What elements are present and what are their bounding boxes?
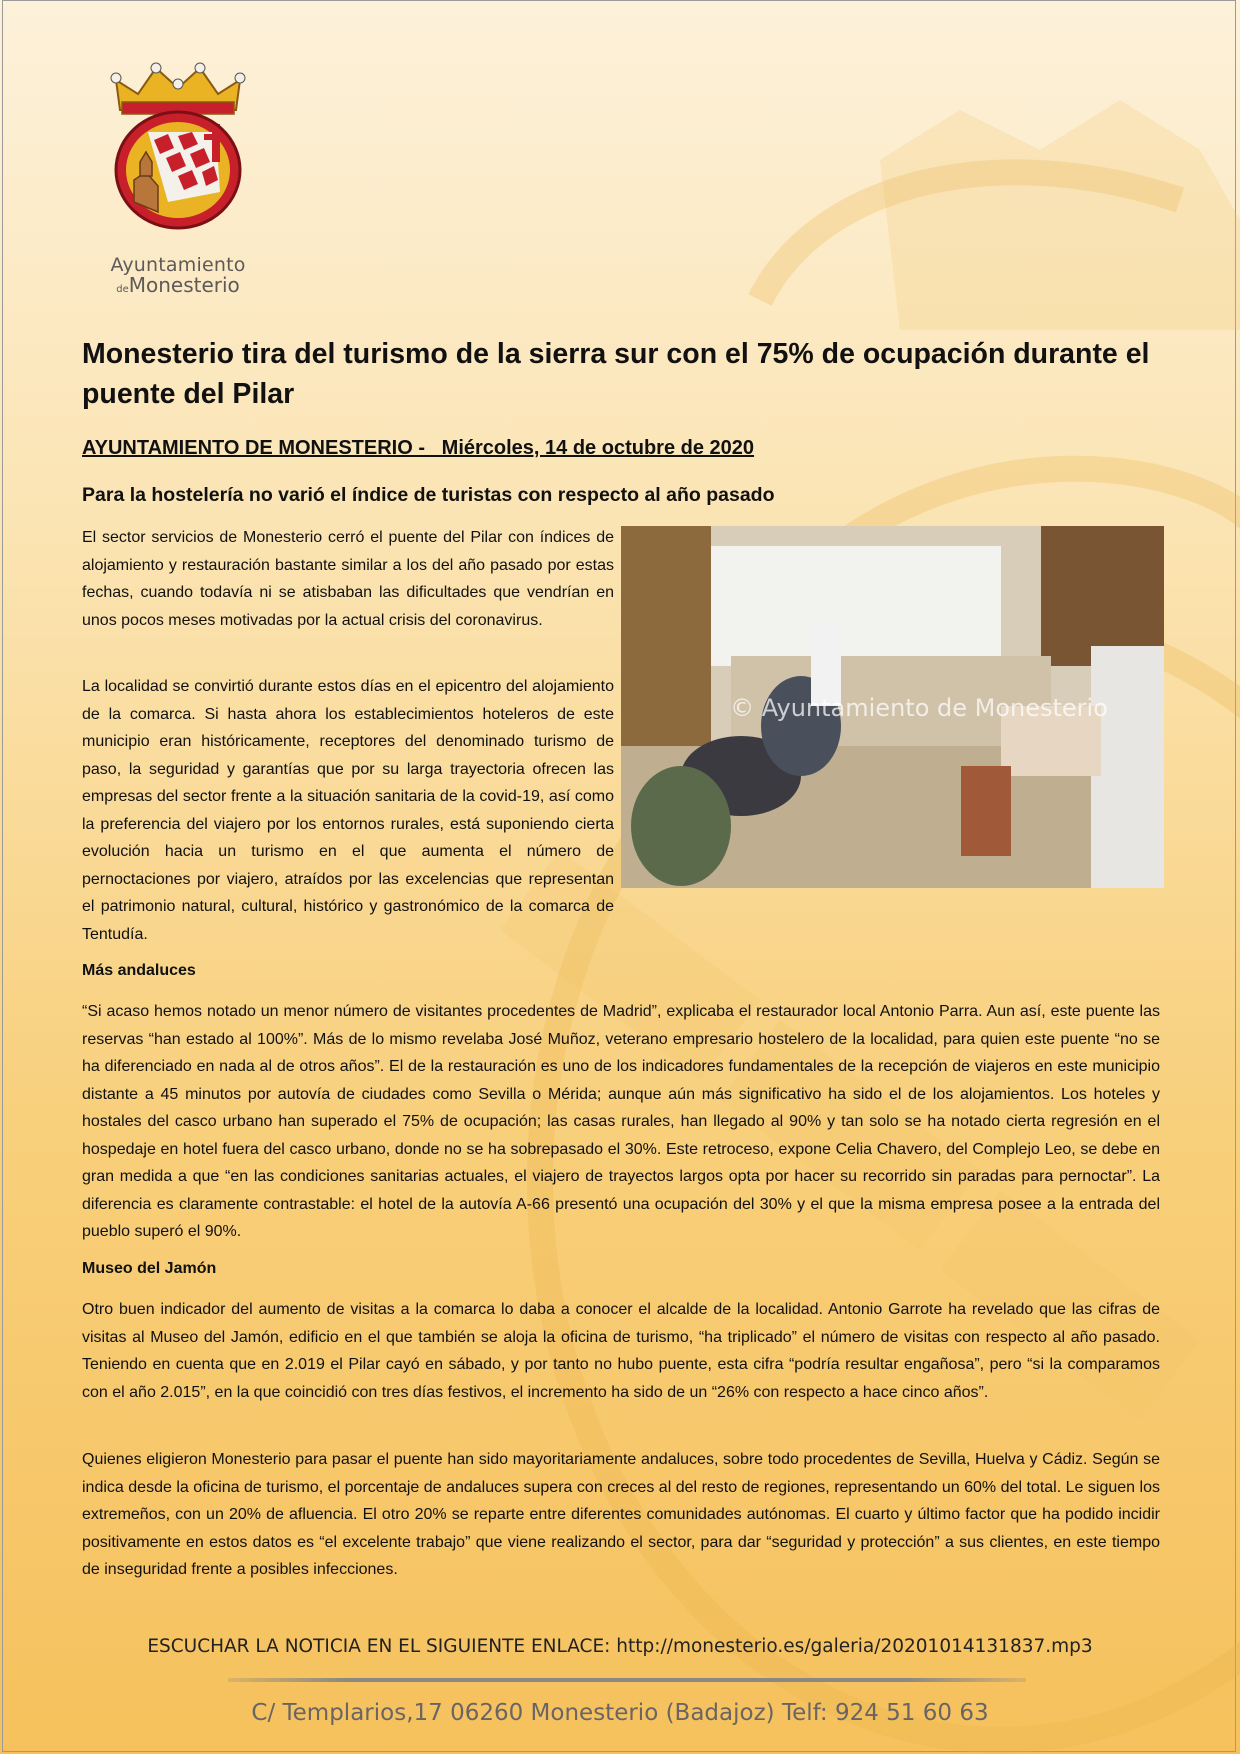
section2-paragraph-2: Quienes eligieron Monesterio para pasar el puente han sido mayoritariamente andaluces, sobre todo procedentes de Sevilla, Huelva y Cádiz. Según se indica desde la oficina de turismo, el porcentaje de andaluces supera con creces al del resto de regiones, representando un 60% del total. Le siguen los extremeños, con un 20% de afluencia. El otro 20% se reparte entre diferentes comunidades autónomas. El cuarto y último factor que ha podido incidir positivamente en estos datos es “el excelente trabajo” que viene realizando el sector, para dar “seguridad y protección” a sus clientes, en este tiempo de inseguridad frente a posibles infecciones. [82, 1451, 1160, 1578]
footer-address: C/ Templarios,17 06260 Monesterio (Badajoz) Telf: 924 51 60 63 [251, 1700, 989, 1726]
crest-caption-line2 [98, 275, 258, 295]
footer-divider [228, 1678, 1026, 1682]
municipal-crest-logo [108, 62, 248, 232]
section1-paragraph-1: “Si acaso hemos notado un menor número de visitantes procedentes de Madrid”, explicaba el restaurador local Antonio Parra. Aun así, este puente las reservas “han estado al 100%”. Más de lo mismo revelaba José Muñoz, veterano empresario hostelero de la localidad, para quien este puente “no se ha diferenciado en nada al de otros años”. El de la restauración es uno de los indicadores fundamentales de la recepción de viajeros en este municipio distante a 45 minutos por autovía de ciudades como Sevilla o Mérida; aunque aún más significativo ha sido el de los alojamientos. Los hoteles y hostales del casco urbano han superado el 75% de ocupación; las casas rurales, han llegado al 90% y tan solo se ha notado cierta regresión en el hospedaje en hotel fuera del casco urbano, donde no se ha sobrepasado el 30%. Este retroceso, expone Celia Chavero, del Complejo Leo, se debe en gran medida a que “en las condiciones sanitarias actuales, el viajero de trayectos largos opta por hacer su recorrido sin paradas para pernoctar”. La diferencia es claramente contrastable: el hotel de la autovía A-66 presentó una ocupación del 30% y el que la misma empresa posee a la entrada del pueblo superó el 90%. [82, 1003, 1160, 1240]
intro-paragraph-1: El sector servicios de Monesterio cerró el puente del Pilar con índices de alojamiento y restauración bastante similar a los del año pasado por estas fechas, cuando todavía ni se atisbaban las dificultades que vendrían en unos pocos meses motivadas por la actual crisis del coronavirus. [82, 529, 614, 629]
intro-paragraph-2: La localidad se convirtió durante estos días en el epicentro del alojamiento de la comarca. Si hasta ahora los establecimientos hoteleros de este municipio eran históricamente, receptores del denominado turismo de paso, la seguridad y garantías que por su larga trayectoria ofrecen las empresas del sector frente a la situación sanitaria de la covid-19, así como la preferencia del viajero por los entornos rurales, está suponiendo cierta evolución hacia un turismo en el que aumenta el número de pernoctaciones por viajero, atraídos por las excelencias que representan el patrimonio natural, cultural, histórico y gastronómico de la comarca de Tentudía. [82, 678, 614, 943]
crest-caption [98, 256, 258, 295]
restaurant-photo [621, 526, 1164, 888]
article-title: Monesterio tira del turismo de la sierra sur con el 75% de ocupación durante el puente del Pilar [82, 338, 1150, 410]
crest-caption-town: Monesterio [128, 273, 240, 297]
photo-credit-watermark: © Ayuntamiento de Monesterio [730, 694, 1108, 722]
listen-link-text[interactable]: ESCUCHAR LA NOTICIA EN EL SIGUIENTE ENLACE: http://monesterio.es/galeria/20201014131837.mp3 [147, 1636, 1093, 1657]
section-heading-museo-del-jamon: Museo del Jamón [82, 1260, 217, 1277]
section-heading-mas-andaluces: Más andaluces [82, 962, 196, 979]
section2-paragraph-1: Otro buen indicador del aumento de visitas a la comarca lo daba a conocer el alcalde de la localidad. Antonio Garrote ha revelado que las cifras de visitas al Museo del Jamón, edificio en el que también se aloja la oficina de turismo, “ha triplicado” el número de visitas con respecto al año pasado. Teniendo en cuenta que en 2.019 el Pilar cayó en sábado, y por tanto no hubo puente, esta cifra “podría resultar engañosa”, pero “si la comparamos con el año 2.015”, en la que coincidió con tres días festivos, el incremento ha sido de un “26% con respecto a hace cinco años”. [82, 1301, 1160, 1401]
article-subtitle: Para la hostelería no varió el índice de turistas con respecto al año pasado [82, 484, 775, 506]
crest-caption-line1: Ayuntamiento [110, 254, 246, 276]
crest-caption-prefix: de [116, 284, 129, 295]
article-byline: AYUNTAMIENTO DE MONESTERIO - Miércoles, 14 de octubre de 2020 [82, 437, 755, 459]
